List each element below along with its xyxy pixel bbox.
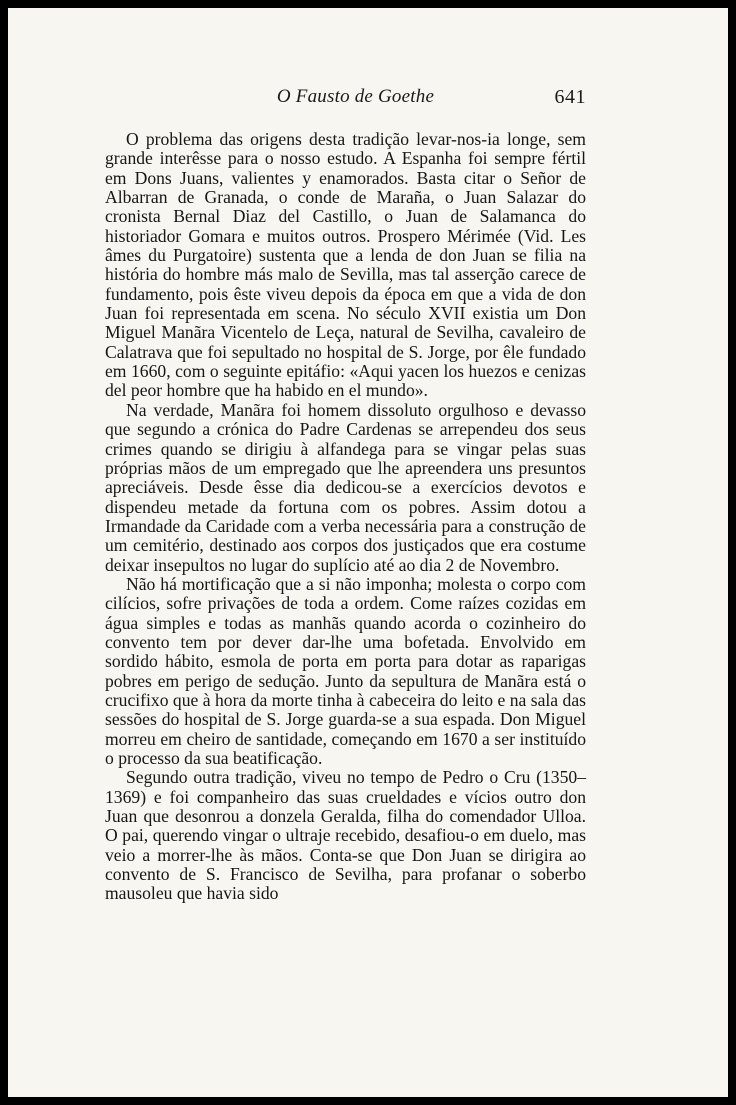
book-page	[8, 8, 728, 1097]
body-text	[105, 130, 586, 904]
paragraph-1: O problema das origens desta tradição levar-nos-ia longe, sem grande interêsse para o nosso estudo. A Espanha foi sempre fértil em Dons Juans, valientes y enamorados. Basta citar o Señor de Albarran de Granada, o conde de Maraña, o Juan Salazar do cronista Bernal Diaz del Castillo, o Juan de Salamanca do historiador Gomara e muitos outros. Prospero Mérimée (Vid. Les âmes du Purgatoire) sustenta que a lenda de don Juan se filia na história do hombre más malo de Sevilla, mas tal asserção carece de fundamento, pois êste viveu depois da época em que a vida de don Juan foi representada em scena. No século XVII existia um Don Miguel Manãra Vicentelo de Leça, natural de Sevilha, cavaleiro de Calatrava que foi sepultado no hospital de S. Jorge, por êle fundado em 1660, com o seguinte epitáfio: «Aqui yacen los huezos e cenizas del peor hombre que ha habido en el mundo».	[105, 129, 586, 401]
paragraph-4: Segundo outra tradição, viveu no tempo de Pedro o Cru (1350–1369) e foi companheiro das suas crueldades e vícios outro don Juan que desonrou a donzela Geralda, filha do comendador Ulloa. O pai, querendo vingar o ultraje recebido, desafiou-o em duelo, mas veio a morrer-lhe às mãos. Conta-se que Don Juan se dirigira ao convento de S. Francisco de Sevilha, para profanar o soberbo mausoleu que havia sido	[105, 767, 586, 904]
running-title: O Fausto de Goethe	[276, 86, 435, 107]
paragraph-3: Não há mortificação que a si não imponha; molesta o corpo com cilícios, sofre privações de toda a ordem. Come raízes cozidas em água simples e todas as manhãs quando acorda o cozinheiro do convento tem por dever dar-lhe uma bofetada. Envolvido em sordido hábito, esmola de porta em porta para dotar as raparigas pobres em perigo de sedução. Junto da sepultura de Manãra está o crucifixo que à hora da morte tinha à cabeceira do leito e na sala das sessões do hospital de S. Jorge guarda-se a sua espada. Don Miguel morreu em cheiro de santidade, começando em 1670 a ser instituído o processo da sua beatificação.	[105, 573, 586, 768]
paragraph-2: Na verdade, Manãra foi homem dissoluto orgulhoso e devasso que segundo a crónica do Padre Cardenas se arrependeu dos seus crimes quando se dirigiu à alfandega para se vingar pelas suas próprias mãos de um empregado que lhe apreendera uns presuntos apreciáveis. Desde êsse dia dedicou-se a exercícios devotos e dispendeu metade da fortuna com os pobres. Assim dotou a Irmandade da Caridade com a verba necessária para a construção de um cemitério, destinado aos corpos dos justiçados que era costume deixar insepultos no lugar do suplício até ao dia 2 de Novembro.	[105, 399, 586, 575]
page-number: 641	[554, 86, 586, 108]
page-header	[8, 86, 728, 112]
